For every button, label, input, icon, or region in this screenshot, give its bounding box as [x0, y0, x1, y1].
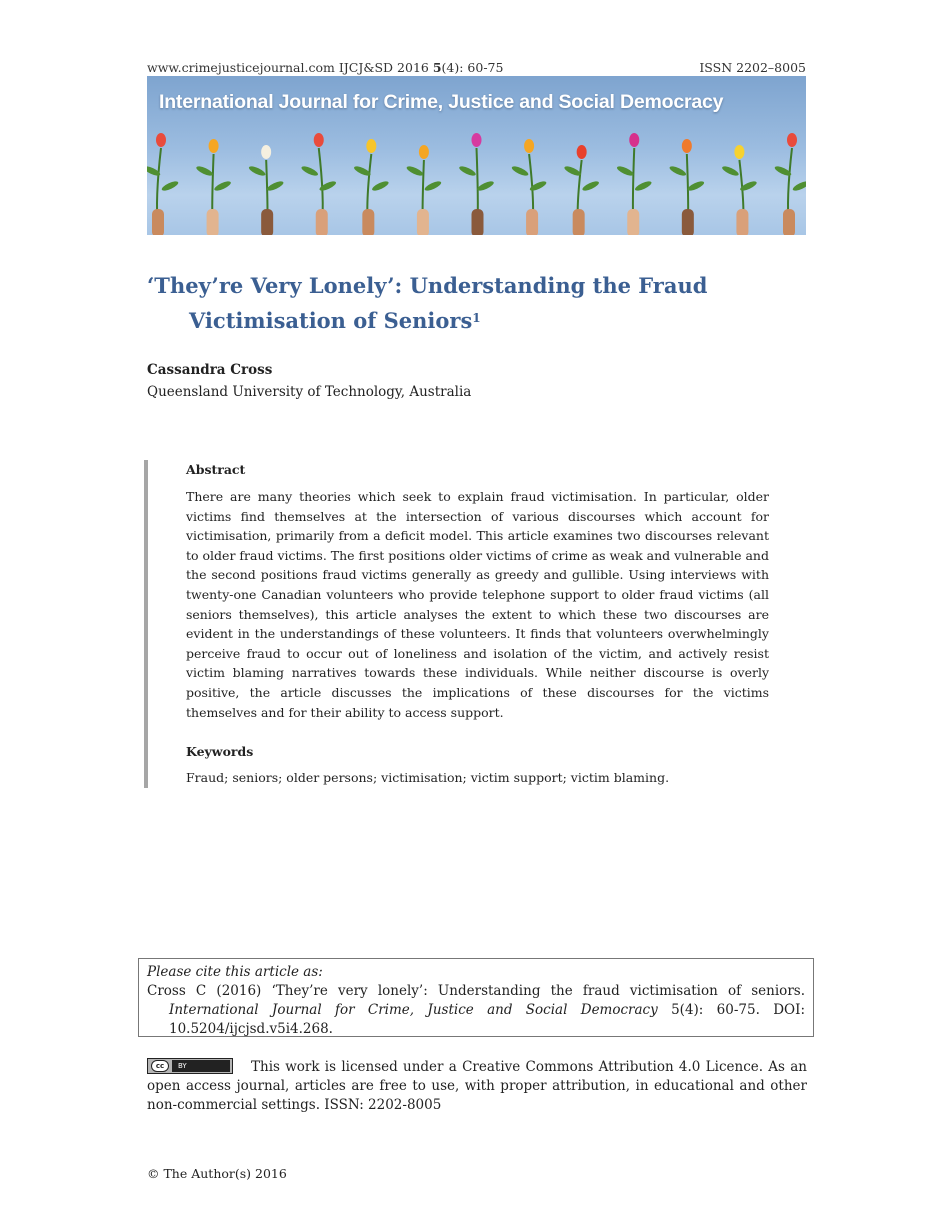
- cc-logo-icon: cc: [151, 1060, 169, 1072]
- citation-text: [147, 982, 805, 1039]
- header-prefix: www.crimejusticejournal.com IJCJ&SD 2016: [147, 60, 433, 75]
- flower: [147, 133, 179, 235]
- flower: [616, 133, 653, 235]
- header-journal-info: [147, 60, 503, 75]
- abstract-text: There are many theories which seek to explain fraud victimisation. In particular, older victims find themselves at the intersection of various discourses which account for victimisation, primarily from a deficit model. This article examines two discourses relevant to older fraud victims. The first positions older victims of crime as weak and vulnerable and the second positions fraud victims generally as greedy and gullible. Using interviews with twenty-one Canadian volunteers who provide telephone support to older fraud victims (all seniors themselves), this article analyses the extent to which these two discourses are evident in the understandings of these volunteers. It finds that volunteers overwhelmingly perceive fraud to occur out of loneliness and isolation of the victim, and actively resist victim blaming narratives towards these individuals. While neither discourse is overly positive, the article discusses the implications of these discourses for the victims themselves and for their ability to access support.: [186, 489, 769, 720]
- flower: [405, 145, 442, 235]
- flower: [668, 139, 705, 235]
- cc-by-label: BY: [172, 1060, 230, 1072]
- flower: [353, 139, 390, 235]
- flower: [511, 139, 548, 235]
- abstract-box: [144, 460, 773, 788]
- citation-prefix: Cross C (2016) ‘They’re very lonely’: Understanding the fraud victimisation of seniors.: [147, 983, 805, 999]
- abstract-heading: Abstract: [186, 462, 246, 477]
- flower: [195, 139, 232, 235]
- flower: [458, 133, 495, 235]
- citation-suffix: 5(4): 60-75. DOI: 10.5204/ijcjsd.v5i4.268.: [169, 1002, 805, 1037]
- header-issn: ISSN 2202–8005: [699, 60, 806, 75]
- header-suffix: (4): 60-75: [441, 60, 504, 75]
- citation-box: [138, 958, 814, 1037]
- author-name: Cassandra Cross: [147, 362, 273, 378]
- title-line-2: Victimisation of Seniors: [189, 308, 473, 333]
- flower: [563, 145, 600, 235]
- flower: [248, 145, 285, 235]
- copyright-notice: © The Author(s) 2016: [147, 1166, 287, 1181]
- citation-journal: International Journal for Crime, Justice and Social Democracy: [169, 1002, 658, 1018]
- citation-label: Please cite this article as:: [147, 964, 323, 980]
- license-text: This work is licensed under a Creative Commons Attribution 4.0 Licence. As an open access journal, articles are free to use, with proper attribution, in educational and other non-commercial settings. ISSN: 2202-8005: [147, 1059, 807, 1113]
- header-volume: 5: [432, 60, 442, 75]
- banner-title: International Journal for Crime, Justice and Social Democracy: [159, 91, 724, 113]
- title-line-1: ‘They’re Very Lonely’: Understanding the Fraud: [147, 273, 708, 298]
- flower: [721, 145, 758, 235]
- keywords-text: Fraud; seniors; older persons; victimisation; victim support; victim blaming.: [186, 770, 670, 785]
- journal-banner: [147, 76, 806, 235]
- title-footnote-marker[interactable]: 1: [472, 311, 481, 325]
- author-affiliation: Queensland University of Technology, Australia: [147, 384, 472, 400]
- keywords-heading: Keywords: [186, 744, 254, 759]
- article-title: [147, 270, 767, 337]
- flower: [300, 133, 337, 235]
- flower: [774, 133, 806, 235]
- creative-commons-badge-icon[interactable]: [147, 1058, 233, 1074]
